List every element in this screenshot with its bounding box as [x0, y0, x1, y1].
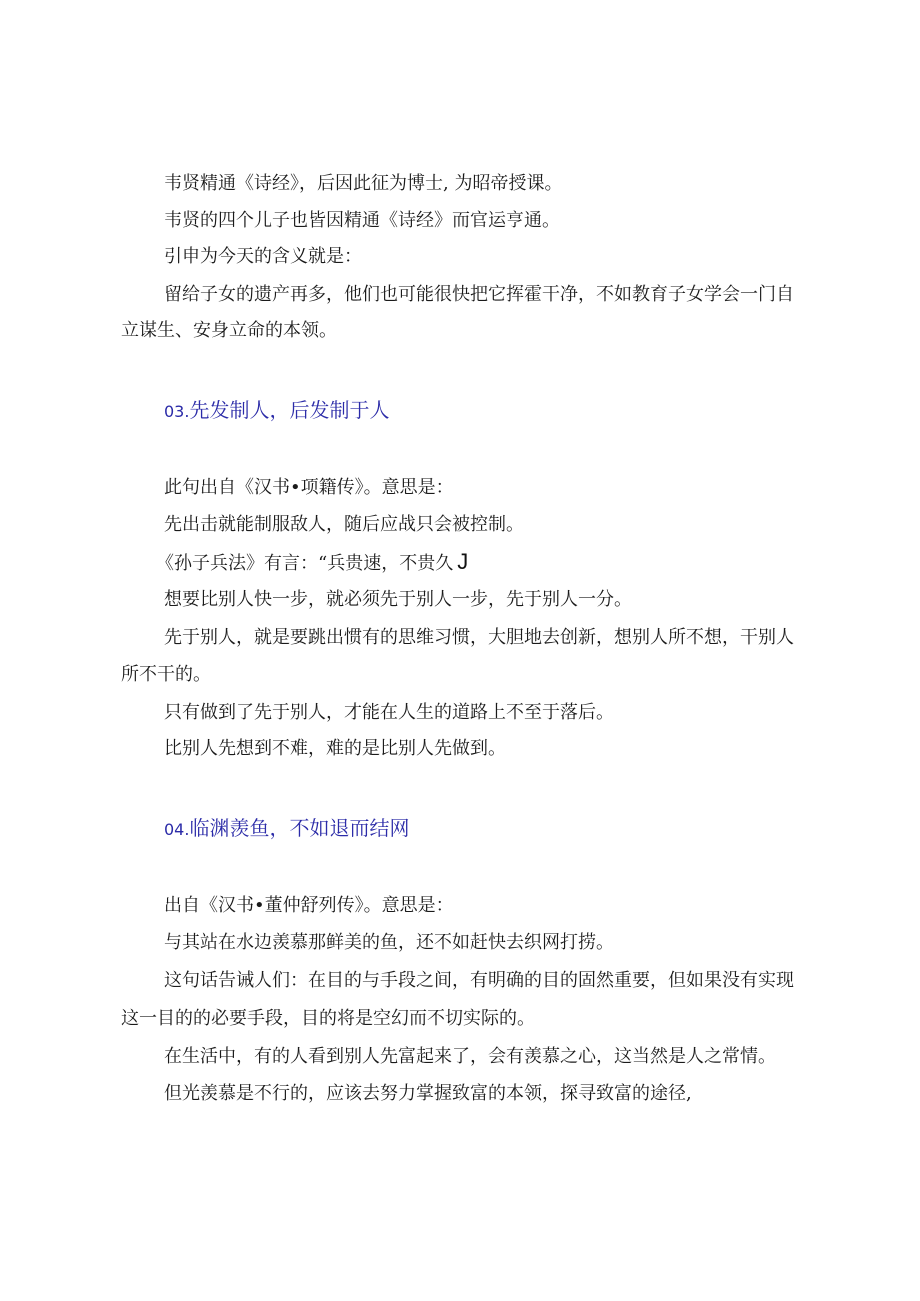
- paragraph: 引申为今天的含义就是：: [164, 246, 362, 267]
- paragraph: 与其站在水边羡慕那鲜美的鱼，还不如赶快去织网打捞。: [164, 932, 614, 953]
- quote-text: 《孙子兵法》有言：“兵贵速，不贵久: [156, 553, 454, 574]
- paragraph: 在生活中，有的人看到别人先富起来了，会有羡慕之心，这当然是人之常情。: [164, 1046, 776, 1067]
- paragraph: 此句出自《汉书•项籍传》。意思是：: [164, 477, 454, 498]
- paragraph: 想要比别人快一步，就必须先于别人一步，先于别人一分。: [164, 589, 632, 610]
- section-title: 先发制人，后发制于人: [189, 398, 390, 422]
- paragraph: 比别人先想到不难，难的是比别人先做到。: [164, 738, 506, 759]
- section-heading-04: [164, 815, 409, 843]
- paragraph: 韦贤的四个儿子也皆因精通《诗经》而官运亨通。: [164, 210, 560, 231]
- section-title: 临渊羡鱼，不如退而结网: [189, 816, 410, 840]
- paragraph: 韦贤精通《诗经》，后因此征为博士, 为昭帝授课。: [164, 173, 563, 194]
- section-number: 03.: [164, 402, 190, 421]
- paragraph: 先出击就能制服敌人，随后应战只会被控制。: [164, 514, 524, 535]
- paragraph: 留给子女的遗产再多，他们也可能很快把它挥霍干净，不如教育子女学会一门自: [164, 284, 794, 305]
- quote-closing-mark: J: [457, 549, 469, 574]
- paragraph-continuation: 这一目的的必要手段，目的将是空幻而不切实际的。: [121, 1008, 535, 1029]
- section-number: 04.: [164, 820, 190, 839]
- paragraph: 只有做到了先于别人，才能在人生的道路上不至于落后。: [164, 702, 614, 723]
- paragraph-continuation: 立谋生、安身立命的本领。: [121, 320, 337, 341]
- section-heading-03: [164, 397, 389, 425]
- paragraph-continuation: 所不干的。: [121, 664, 211, 685]
- paragraph: 先于别人，就是要跳出惯有的思维习惯，大胆地去创新，想别人所不想，干别人: [164, 627, 794, 648]
- paragraph-quote: [156, 551, 468, 575]
- paragraph: 出自《汉书•董仲舒列传》。意思是：: [164, 895, 454, 916]
- paragraph: 这句话告诫人们：在目的与手段之间，有明确的目的固然重要，但如果没有实现: [164, 970, 794, 991]
- paragraph: 但光羡慕是不行的，应该去努力掌握致富的本领，探寻致富的途径,: [164, 1083, 692, 1104]
